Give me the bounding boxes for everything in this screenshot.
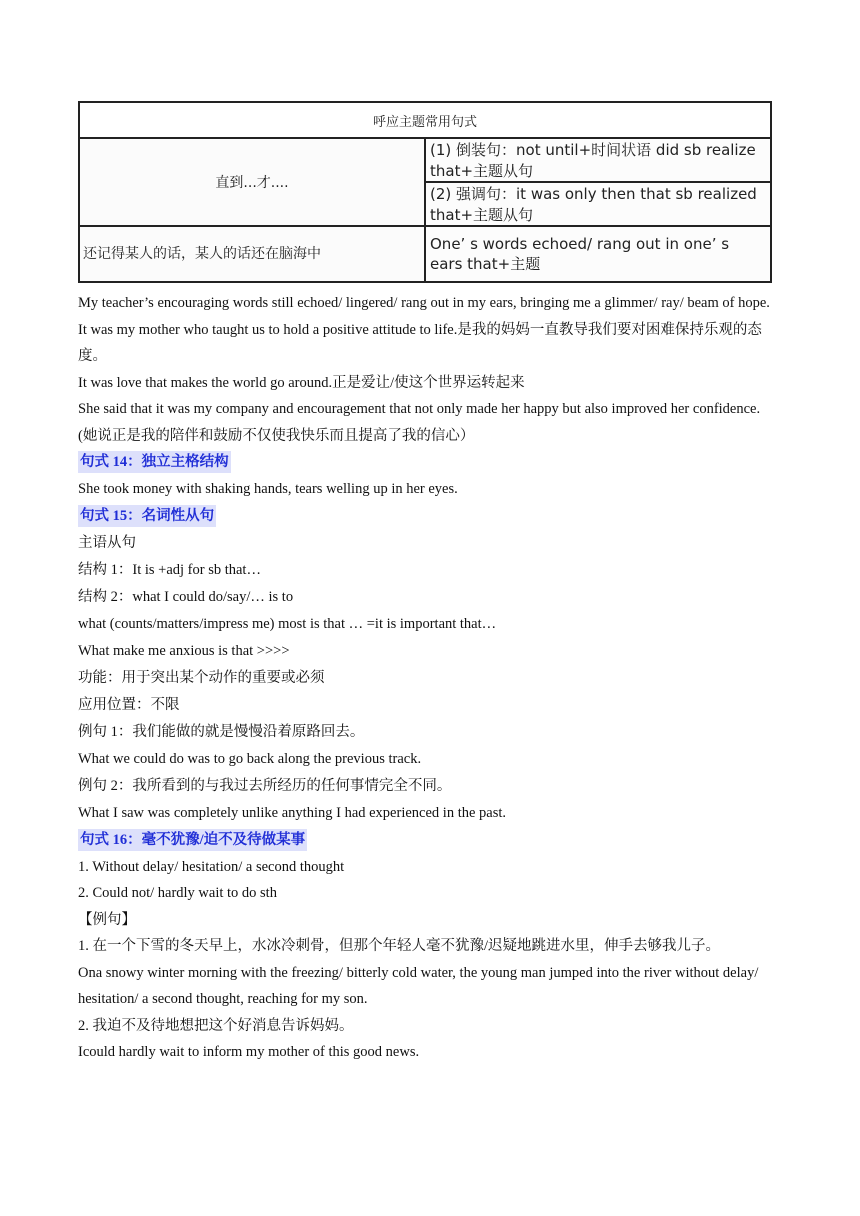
paragraph: what (counts/matters/impress me) most is that … =it is important that… [78,615,497,632]
paragraph: What we could do was to go back along the previous track. [78,750,422,767]
paragraph: 1. Without delay/ hesitation/ a second thought [78,858,345,875]
paragraph: It was my mother who taught us to hold a positive attitude to life.是我的妈妈一直教导我们要对困难保持乐观的态度。 [78,321,762,364]
paragraph: 功能：用于突出某个动作的重要或必须 [78,669,325,686]
paragraph: 【例句】 [78,911,136,928]
sentence-pattern-table [78,101,772,283]
table-cell-words-echoed: One’ s words echoed/ rang out in one’ s ears that+主题 [425,226,771,282]
paragraph: What I saw was completely unlike anything I had experienced in the past. [78,804,507,821]
paragraph: She took money with shaking hands, tears welling up in her eyes. [78,481,458,497]
paragraph: 2. Could not/ hardly wait to do sth [78,885,277,901]
document-body [78,290,772,1066]
paragraph: 1. 在一个下雪的冬天早上，水冰冷刺骨，但那个年轻人毫不犹豫/迟疑地跳进水里，伸手去够我儿子。 [78,938,721,954]
section-heading-15: 句式 15：名词性从句 [78,505,216,527]
document-page [78,101,772,1066]
table-header: 呼应主题常用句式 [79,102,771,138]
paragraph: Icould hardly wait to inform my mother of this good news. [78,1044,420,1060]
table-cell-until: 直到...才.... [79,138,425,226]
paragraph: 应用位置：不限 [78,696,180,713]
paragraph: 例句 1：我们能做的就是慢慢沿着原路回去。 [78,723,365,740]
table-cell-inversion: (1) 倒装句：not until+时间状语 did sb realize that+主题从句 [425,138,771,182]
paragraph: It was love that makes the world go around.正是爱让/使这个世界运转起来 [78,374,525,391]
table-cell-emphasis: (2) 强调句：it was only then that sb realized that+主题从句 [425,182,771,226]
paragraph: 例句 2：我所看到的与我过去所经历的任何事情完全不同。 [78,777,452,794]
table-cell-remember-words: 还记得某人的话，某人的话还在脑海中 [79,226,425,282]
paragraph: Ona snowy winter morning with the freezing/ bitterly cold water, the young man jumped into the river without delay/ hesitation/ a second thought, reaching for my son. [78,964,759,1007]
paragraph: 2. 我迫不及待地想把这个好消息告诉妈妈。 [78,1017,354,1034]
paragraph: What make me anxious is that >>>> [78,642,290,659]
paragraph: 结构 1：It is +adj for sb that… [78,561,261,578]
section-heading-16: 句式 16：毫不犹豫/迫不及待做某事 [78,829,307,851]
section-heading-14: 句式 14：独立主格结构 [78,451,231,473]
paragraph: 结构 2：what I could do/say/… is to [78,588,294,605]
paragraph: She said that it was my company and encouragement that not only made her happy but also improved her confidence.(她说正是我的陪伴和鼓励不仅使我快乐而且提高了我的信心） [78,401,761,444]
paragraph: 主语从句 [78,534,136,551]
paragraph: My teacher’s encouraging words still echoed/ lingered/ rang out in my ears, bringing me a glimmer/ ray/ beam of hope. [78,295,770,311]
